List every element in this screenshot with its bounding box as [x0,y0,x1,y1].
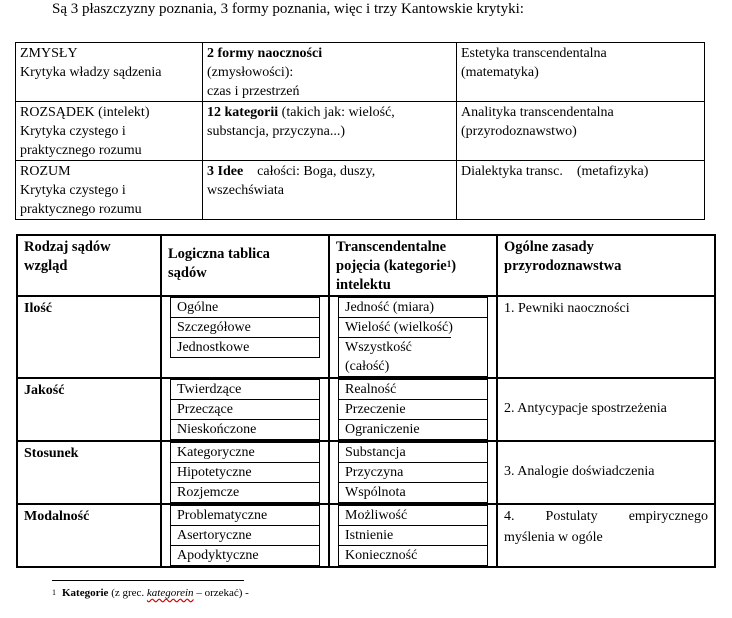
judgments-list [170,379,320,440]
list-item: Ogólne [171,297,319,317]
footnote-term: Kategorie [62,587,109,599]
table-row [16,102,705,161]
header-line: Logiczna tablica [168,246,270,262]
list-item: Twierdzące [171,379,319,399]
judgments-cell [161,296,329,378]
list-item: Przyczyna [339,462,487,482]
table-cell [16,43,203,102]
footnote-greek-word: kategorein [146,587,194,599]
table-cell [457,161,705,220]
list-item: Substancja [339,442,487,462]
three-critiques-table [15,42,705,220]
judgments-list [170,505,320,566]
cell-bold-text: 12 kategorii [207,105,279,120]
list-item: Jednostkowe [171,337,319,357]
judgments-list [170,442,320,503]
list-item: Przeczące [171,399,319,419]
table-cell [203,161,457,220]
cell-line: wszechświata [207,183,284,198]
header-cell [161,235,329,296]
list-item: Hipotetyczne [171,462,319,482]
footnote-number: 1 [52,588,56,597]
kant-categories-table [16,234,716,568]
header-text: ) [451,258,457,274]
table-cell [457,102,705,161]
row-label: Jakość [24,383,65,398]
cell-text: (takich jak: wielość, [278,105,395,120]
footnote-text: (z grec. [108,587,147,599]
principle-cell [497,441,715,504]
header-line: sądów [168,265,207,281]
cell-line: (przyrodoznawstwo) [461,124,577,139]
cell-line: substancja, przyczyna...) [207,124,345,139]
list-item: Szczegółowe [171,317,319,337]
list-item: Nieskończone [171,419,319,439]
header-text: pojęcia (kategorie [336,258,447,274]
table-row [17,296,715,378]
cell-line: (zmysłowości): [207,65,294,80]
principle-cell [497,296,715,378]
categories-cell [329,296,497,378]
header-line: wzgląd [24,258,68,274]
table-cell [16,102,203,161]
principle-cell [497,504,715,567]
principle-cell [497,378,715,441]
cell-line: praktycznego rozumu [20,202,142,217]
table-row [17,504,715,567]
cell-line: Krytyka czystego i [20,124,126,139]
list-item: Przeczenie [339,399,487,419]
judgments-cell [161,378,329,441]
principle-text: 3. Analogie doświadczenia [504,464,655,479]
list-item: Jedność (miara) [339,297,487,317]
list-item: Istnienie [339,525,487,545]
row-label: Ilość [24,301,52,316]
table-row [16,161,705,220]
header-cell [329,235,497,296]
footnote-ref[interactable]: 1 [446,259,452,269]
cell-line: Krytyka władzy sądzenia [20,65,162,80]
header-row [17,235,715,296]
table-cell [16,161,203,220]
row-label: Stosunek [24,446,79,461]
cell-line: Estetyka transcendentalna [461,46,607,61]
table-row [16,43,705,102]
header-cell [497,235,715,296]
categories-list [338,442,488,503]
principle-text: 1. Pewniki naoczności [504,301,630,316]
cell-line: ZMYSŁY [20,46,78,61]
categories-list [338,297,488,377]
categories-cell [329,441,497,504]
intro-text: Są 3 płaszczyzny poznania, 3 formy poznania, więc i trzy Kantowskie krytyki: [52,1,524,17]
header-cell [17,235,161,296]
footnote-separator [52,580,244,581]
cell-line: Krytyka czystego i [20,183,126,198]
row-label-cell [17,296,161,378]
table-cell [203,102,457,161]
header-line: Rodzaj sądów [24,239,111,255]
header-line: przyrodoznawstwa [504,258,622,274]
row-label: Modalność [24,509,90,524]
list-item: Problematyczne [171,505,319,525]
cell-line: Dialektyka transc. (metafizyka) [461,164,649,179]
principle-text [498,505,714,528]
principle-word: empirycznego [628,509,708,524]
table-cell [203,43,457,102]
cell-line: Analityka transcendentalna [461,105,614,120]
table-cell [457,43,705,102]
footnote-text: – orzekać) - [193,587,249,599]
cell-line: ROZSĄDEK (intelekt) [20,105,150,120]
row-label-cell [17,441,161,504]
list-item: Kategoryczne [171,442,319,462]
principle-text: 2. Antycypacje spostrzeżenia [504,401,667,416]
list-item: Ograniczenie [339,419,487,439]
categories-cell [329,504,497,567]
list-item: Wspólnota [339,482,487,502]
list-item: Konieczność [339,545,487,565]
categories-list [338,505,488,566]
cell-text: całości: Boga, duszy, [243,164,376,179]
categories-list [338,379,488,440]
list-item: Rozjemcze [171,482,319,502]
footnote [52,586,249,600]
header-line: Transcendentalne [336,239,447,255]
list-item: Wielość (wielkość) [339,317,487,337]
list-item: Apodyktyczne [171,545,319,565]
list-item: Możliwość [339,505,487,525]
principle-text: myślenia w ogóle [504,530,603,545]
cell-line: czas i przestrzeń [207,84,300,99]
judgments-cell [161,504,329,567]
header-line: Ogólne zasady [504,239,594,255]
cell-line: ROZUM [20,164,71,179]
row-label-cell [17,378,161,441]
list-item: Realność [339,379,487,399]
row-label-cell [17,504,161,567]
principle-word: Postulaty [545,509,598,524]
table-row [17,378,715,441]
list-item: Asertoryczne [171,525,319,545]
principle-word: 4. [504,509,515,524]
cell-bold-text: 3 Idee [207,164,244,179]
table-row [17,441,715,504]
header-line: intelektu [336,277,391,293]
cell-line: (matematyka) [461,65,539,80]
cell-line: praktycznego rozumu [20,143,142,158]
judgments-cell [161,441,329,504]
list-item: Wszystkość (całość) [339,337,451,376]
cell-bold-text: 2 formy naoczności [207,46,323,61]
judgments-list [170,297,320,358]
categories-cell [329,378,497,441]
